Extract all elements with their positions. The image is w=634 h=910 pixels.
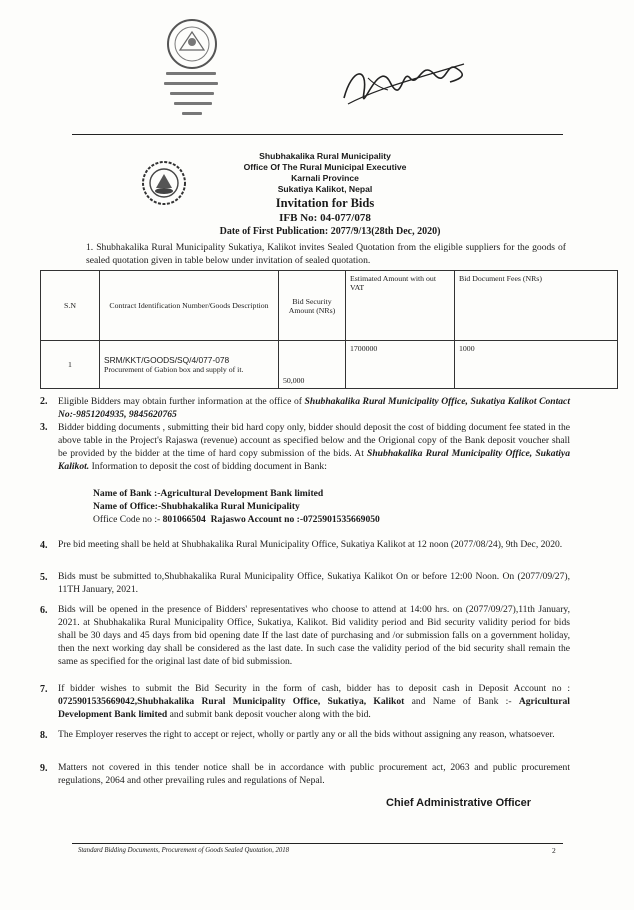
- item-9-number: 9.: [40, 763, 48, 774]
- header-contract: Contract Identification Number/Goods Description: [100, 271, 279, 341]
- item-text-3: and submit bank deposit voucher along with the bid.: [167, 709, 371, 720]
- office-name: Office Of The Rural Municipal Executive: [243, 162, 407, 172]
- header-doc-fee: Bid Document Fees (NRs): [455, 271, 618, 341]
- office-code: 801066504: [162, 514, 206, 525]
- item-7-number: 7.: [40, 684, 48, 695]
- item-text: Bidder bidding documents , submitting their bid hard copy only, bidder should deposit the cost of bidding document fee stated in the above table in the Project's Rajaswa (revenue) account as specified below and the Origional copy of the Bank deposit voucher shall be provided by the bidder at the time of hard copy submission of the bids. At: [58, 422, 570, 459]
- item-9: Matters not covered in this tender notice shall be in accordance with public procurement act, 2063 and public procurement regulations, 2064 and other prevailing rules and regulations of Nepal.: [58, 762, 570, 786]
- page-number: 2: [552, 846, 556, 855]
- item-4-number: 4.: [40, 540, 48, 551]
- item-text: Eligible Bidders may obtain further information at the office of: [58, 396, 305, 407]
- item-text: Shubhakalika Rural Municipality Sukatiya, Kalikot invites Sealed Quotation from the eligible suppliers for the goods of sealed quotation given in table below under invitation of sealed quotation.: [86, 242, 567, 266]
- contract-id: SRM/KKT/GOODS/SQ/4/077-078: [104, 355, 230, 365]
- item-7: [58, 682, 570, 721]
- office-seal-stamp: [158, 10, 228, 128]
- cell-sn: 1: [41, 341, 100, 389]
- item-contact: Shubhakalika Rural Municipality Office, Sukatiya Kalikot Contact No:-9851204935, 9845620765: [58, 396, 570, 420]
- goods-description: Procurement of Gabion box and supply of it.: [104, 365, 244, 374]
- office-name-bank: Name of Office:-Shubhakalika Rural Municipality: [93, 501, 300, 512]
- item-8: The Employer reserves the right to accept or reject, wholly or partly any or all the bids without assigning any reason, whatsoever.: [58, 729, 555, 740]
- account-label: Rajaswo Account no :-: [210, 514, 304, 525]
- bank-name-inline: Agricultural Development Bank limited: [58, 696, 570, 720]
- item-3: [58, 421, 570, 473]
- ifb-number: IFB No: 04-077/078: [279, 212, 371, 224]
- bid-table: [40, 270, 618, 389]
- item-6-number: 6.: [40, 605, 48, 616]
- cell-doc-fee: 1000: [455, 341, 618, 389]
- item-6: Bids will be opened in the presence of Bidders' representatives who choose to attend at 14:00 hrs. on (2077/09/27),11th January, 2021. at Shubhakalika Rural Municipality Office, Sukatiya, Kalikot. Bid validity period and Bid security validity period for bids shall be 30 days and 45 days from bid opening date If the last date of purchasing and /or submission falls on a government holiday, then the next working day shall be considered as the last date. In such case the validity period of the bid security shall remain the same as specified for the original last date of bid submission.: [58, 604, 570, 667]
- item-text-2: and Name of Bank :-: [404, 696, 519, 707]
- table-row: [41, 341, 618, 389]
- handwritten-signature: [338, 48, 470, 110]
- item-2: [58, 395, 570, 421]
- cell-contract: [100, 341, 279, 389]
- office-code-line: [93, 514, 380, 526]
- page-title: Invitation for Bids: [275, 196, 375, 210]
- cell-estimate: 1700000: [346, 341, 455, 389]
- signatory-title: Chief Administrative Officer: [386, 797, 532, 809]
- item-2-number: 2.: [40, 396, 48, 407]
- footer-rule: [72, 843, 563, 844]
- header-sn: S.N: [41, 271, 100, 341]
- header-bid-security: Bid Security Amount (NRs): [279, 271, 346, 341]
- header-estimate: Estimated Amount with out VAT: [346, 271, 455, 341]
- cell-bid-security: 50,000: [279, 341, 346, 389]
- item-4: Pre bid meeting shall be held at Shubhakalika Rural Municipality Office, Sukatiya Kalikot at 12 noon (2077/08/24), 9th Dec, 2020.: [58, 539, 563, 550]
- item-3-number: 3.: [40, 422, 48, 433]
- item-text: If bidder wishes to submit the Bid Security in the form of cash, bidder has to deposit cash in Deposit Account no :: [58, 683, 570, 694]
- item-8-number: 8.: [40, 730, 48, 741]
- municipality-name: Shubhakalika Rural Municipality: [259, 151, 391, 161]
- bank-name: Name of Bank :-Agricultural Development Bank limited: [93, 488, 324, 499]
- item-office: Shubhakalika Rural Municipality Office, Sukatiya Kalikot.: [58, 448, 570, 472]
- table-header-row: [41, 271, 618, 341]
- item-text-2: Information to deposit the cost of bidding document in Bank:: [89, 461, 327, 472]
- footer-text: Standard Bidding Documents, Procurement of Goods Sealed Quotation, 2018: [78, 847, 290, 854]
- account-number: 0725901535669050: [303, 514, 380, 525]
- item-5-number: 5.: [40, 572, 48, 583]
- province-name: Karnali Province: [291, 173, 359, 183]
- address: Sukatiya Kalikot, Nepal: [277, 184, 373, 194]
- item-5: Bids must be submitted to,Shubhakalika Rural Municipality Office, Sukatiya Kalikot On or before 12:00 Noon. On (2077/09/27), 11TH January, 2021.: [58, 571, 570, 595]
- header-rule: [72, 134, 563, 135]
- office-code-label: Office Code no :-: [93, 514, 163, 525]
- item-number: 1.: [86, 242, 94, 253]
- first-publication-date: Date of First Publication: 2077/9/13(28th Dec, 2020): [219, 226, 441, 237]
- item-1: [86, 241, 566, 267]
- deposit-account: 0725901535669042,Shubhakalika Rural Municipality Office, Sukatiya, Kalikot: [58, 696, 405, 707]
